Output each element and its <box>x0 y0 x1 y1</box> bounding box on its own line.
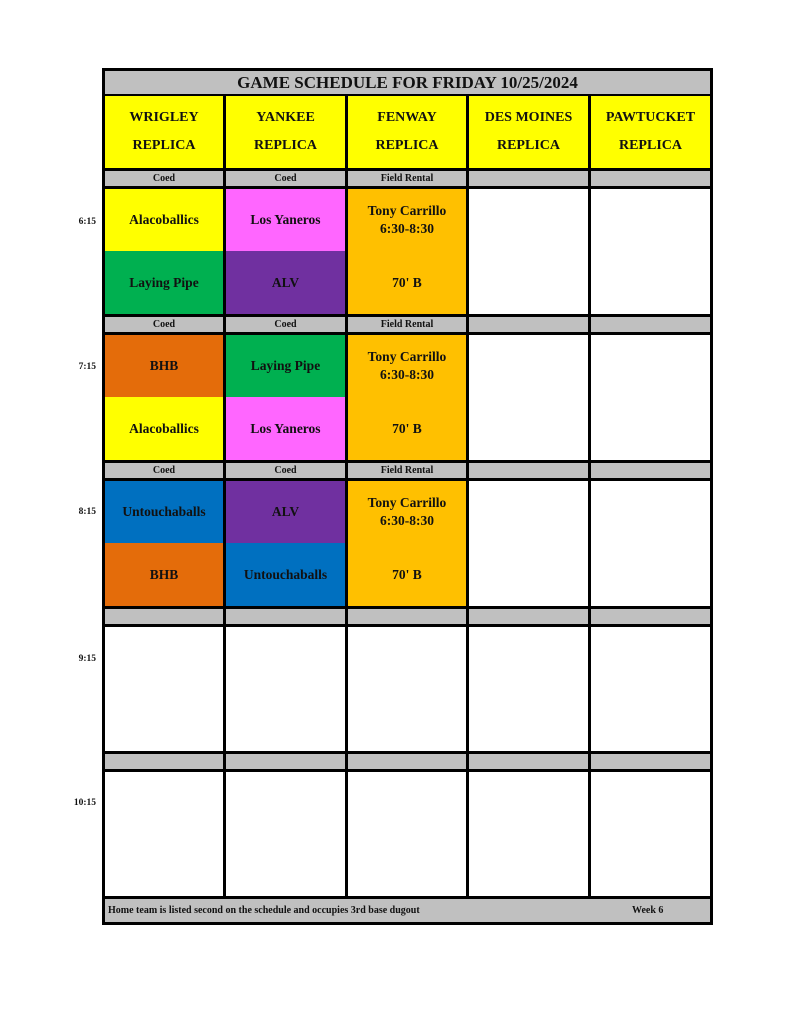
game-slot: Alacoballics <box>105 397 223 460</box>
category-cell <box>469 609 588 624</box>
category-cell <box>469 171 588 186</box>
category-cell <box>591 754 710 769</box>
empty-slot <box>226 772 345 896</box>
empty-slot <box>469 627 588 751</box>
time-label-1015: 10:15 <box>73 798 96 808</box>
empty-slot <box>591 189 710 314</box>
empty-slot <box>469 335 588 460</box>
category-cell: Coed <box>105 317 223 332</box>
field-name: DES MOINES <box>484 110 573 125</box>
category-cell <box>469 754 588 769</box>
rental-name: Tony Carrillo <box>367 203 447 218</box>
field-rental-slot <box>348 481 466 543</box>
field-name: WRIGLEY <box>129 110 199 125</box>
field-name: YANKEE <box>256 110 315 125</box>
time-label-815: 8:15 <box>78 507 96 517</box>
footer-note: Home team is listed second on the schedule and occupies 3rd base dugout <box>108 905 420 916</box>
field-rental-slot: 70' B <box>348 543 466 606</box>
footer-bar <box>105 899 710 922</box>
game-slot: Alacoballics <box>105 189 223 251</box>
category-cell <box>105 609 223 624</box>
field-rental-slot <box>348 335 466 397</box>
category-cell <box>469 463 588 478</box>
game-slot: Untouchaballs <box>105 481 223 543</box>
rental-name: Tony Carrillo <box>367 349 447 364</box>
game-slot: Los Yaneros <box>226 397 345 460</box>
time-label-715: 7:15 <box>78 362 96 372</box>
category-cell <box>591 317 710 332</box>
field-sub: REPLICA <box>253 138 317 153</box>
field-header-yankee <box>226 96 345 168</box>
category-cell: Field Rental <box>348 171 466 186</box>
rental-time: 6:30-8:30 <box>380 367 434 382</box>
category-cell: Coed <box>226 171 345 186</box>
game-slot: BHB <box>105 335 223 397</box>
game-slot: ALV <box>226 251 345 314</box>
empty-slot <box>105 772 223 896</box>
field-sub: REPLICA <box>496 138 560 153</box>
category-cell: Coed <box>105 463 223 478</box>
rental-time: 6:30-8:30 <box>380 513 434 528</box>
empty-slot <box>348 627 466 751</box>
category-cell <box>591 609 710 624</box>
empty-slot <box>591 627 710 751</box>
empty-slot <box>591 772 710 896</box>
game-slot: Untouchaballs <box>226 543 345 606</box>
game-slot: Laying Pipe <box>105 251 223 314</box>
week-label: Week 6 <box>632 905 664 916</box>
category-cell: Coed <box>226 317 345 332</box>
schedule-table <box>102 68 713 925</box>
empty-slot <box>105 627 223 751</box>
category-cell <box>348 609 466 624</box>
rental-time: 6:30-8:30 <box>380 221 434 236</box>
category-cell <box>226 609 345 624</box>
field-header-fenway <box>348 96 466 168</box>
schedule-title: GAME SCHEDULE FOR FRIDAY 10/25/2024 <box>105 71 710 94</box>
game-slot: Los Yaneros <box>226 189 345 251</box>
field-rental-slot <box>348 189 466 251</box>
category-cell <box>469 317 588 332</box>
empty-slot <box>226 627 345 751</box>
field-header-pawtucket <box>591 96 710 168</box>
field-header-des-moines <box>469 96 588 168</box>
category-cell: Coed <box>105 171 223 186</box>
field-sub: REPLICA <box>375 138 439 153</box>
category-cell <box>591 463 710 478</box>
empty-slot <box>591 481 710 606</box>
game-slot: BHB <box>105 543 223 606</box>
category-cell <box>105 754 223 769</box>
time-label-915: 9:15 <box>78 654 96 664</box>
category-cell <box>591 171 710 186</box>
empty-slot <box>469 772 588 896</box>
time-label-615: 6:15 <box>78 217 96 227</box>
empty-slot <box>591 335 710 460</box>
empty-slot <box>469 189 588 314</box>
field-name: PAWTUCKET <box>605 110 696 125</box>
game-slot: Laying Pipe <box>226 335 345 397</box>
empty-slot <box>469 481 588 606</box>
category-cell <box>226 754 345 769</box>
field-sub: REPLICA <box>618 138 682 153</box>
field-name: FENWAY <box>377 110 437 125</box>
category-cell <box>348 754 466 769</box>
field-header-wrigley <box>105 96 223 168</box>
field-sub: REPLICA <box>132 138 196 153</box>
category-cell: Field Rental <box>348 463 466 478</box>
category-cell: Coed <box>226 463 345 478</box>
field-rental-slot: 70' B <box>348 397 466 460</box>
field-rental-slot: 70' B <box>348 251 466 314</box>
empty-slot <box>348 772 466 896</box>
rental-name: Tony Carrillo <box>367 495 447 510</box>
game-slot: ALV <box>226 481 345 543</box>
category-cell: Field Rental <box>348 317 466 332</box>
